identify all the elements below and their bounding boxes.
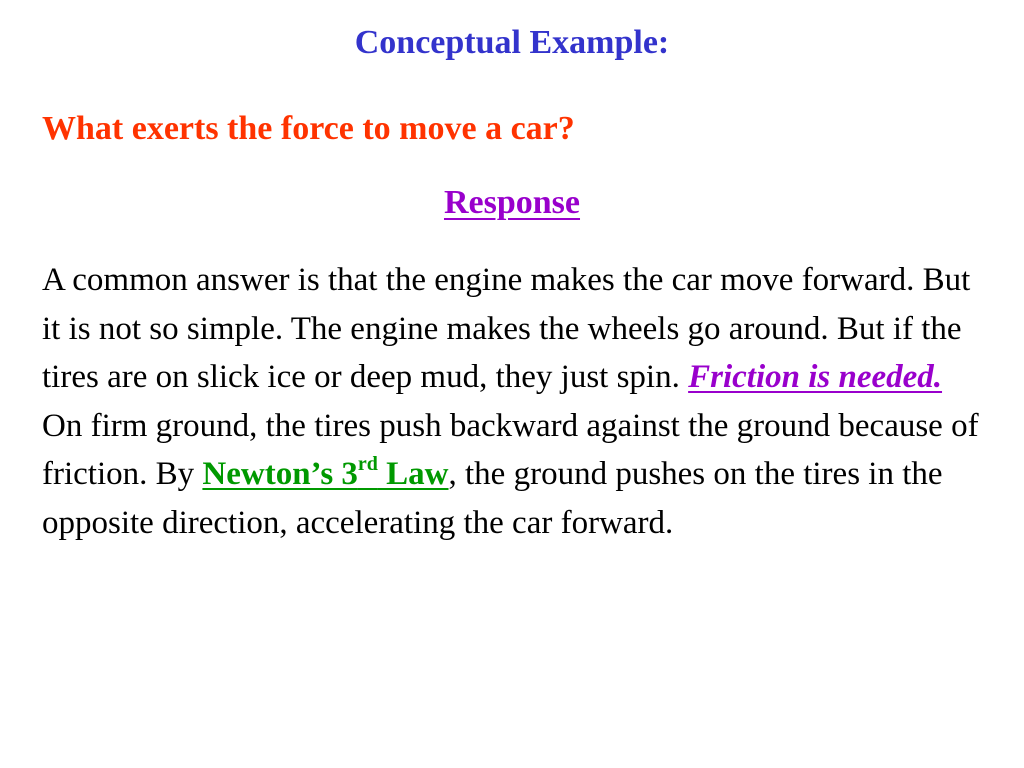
question-heading: What exerts the force to move a car?: [42, 110, 575, 147]
body-text-part1: A common answer is that the engine makes the car move forward. But it is not so simple. The engine makes the wheels go around. But if the tires are on slick ice or deep mud, they just spin.: [42, 262, 971, 396]
law-prefix: Newton’s 3: [202, 456, 358, 493]
body-text-part2: On firm ground, the tires push backward against the ground because of friction. By: [42, 407, 979, 493]
body-paragraph: [42, 256, 987, 548]
response-heading: [0, 184, 1024, 222]
law-superscript: rd: [357, 453, 378, 476]
response-heading-text: Response: [443, 184, 581, 221]
friction-emphasis: Friction is needed.: [688, 359, 943, 396]
slide-title: Conceptual Example:: [354, 24, 670, 61]
law-suffix: Law: [377, 456, 449, 493]
body-text-part3: , the ground pushes on the tires in the opposite direction, accelerating the car forward.: [42, 456, 943, 541]
newtons-third-law-link: [202, 453, 449, 493]
